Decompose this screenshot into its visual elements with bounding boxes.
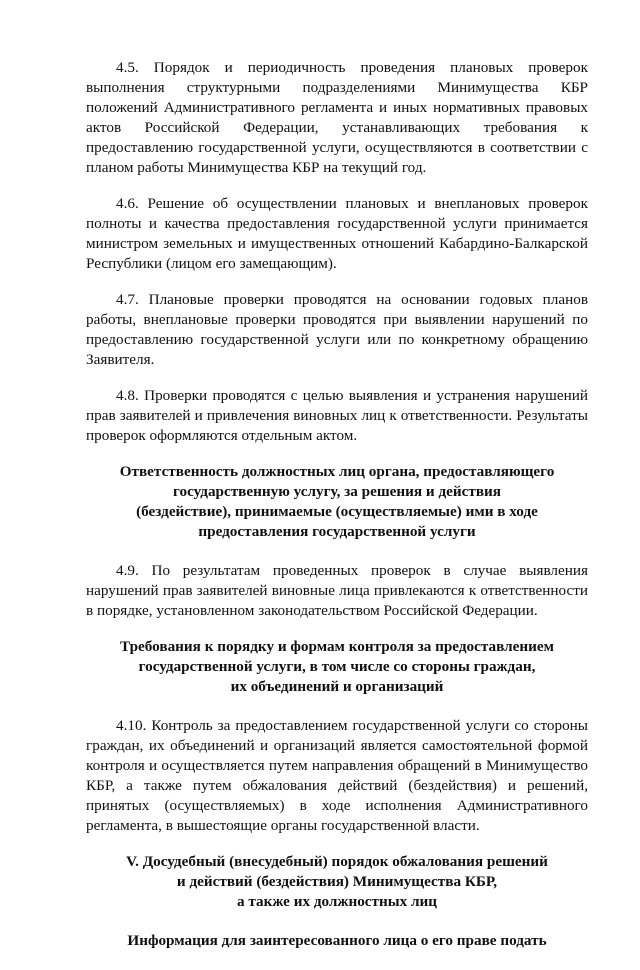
- paragraph-4-5: 4.5. Порядок и периодичность проведения плановых проверок выполнения структурными подразделениями Минимущества КБР положений Административного регламента и иных нормативных правовых актов Российской Федерации, устанавливающих требования к предоставлению государственной услуги, осуществляются в соответствии с планом работы Минимущества КБР на текущий год.: [86, 59, 588, 176]
- heading-line: государственной услуги, в том числе со стороны граждан,: [138, 658, 536, 675]
- paragraph-4-6: 4.6. Решение об осуществлении плановых и внеплановых проверок полноты и качества предоставления государственной услуги принимается министром земельных и имущественных отношений Кабардино-Балкарской Республики (лицом его замещающим).: [86, 195, 588, 272]
- heading-information: [86, 931, 588, 951]
- heading-line: и действий (бездействия) Минимущества КБР,: [176, 873, 498, 890]
- heading-line: Ответственность должностных лиц органа, предоставляющего: [119, 463, 555, 480]
- paragraph-4-10: 4.10. Контроль за предоставлением государственной услуги со стороны граждан, их объединений и организаций является самостоятельной формой контроля и осуществляется путем направления обращений в Минимущество КБР, а также путем обжалования действий (бездействия) и решений, принятых (осуществляемых) в ходе исполнения Административного регламента, в вышестоящие органы государственной власти.: [86, 717, 588, 834]
- heading-section-v: [86, 852, 588, 912]
- heading-line: а также их должностных лиц: [236, 893, 438, 910]
- paragraph-4-8: 4.8. Проверки проводятся с целью выявления и устранения нарушений прав заявителей и привлечения виновных лиц к ответственности. Результаты проверок оформляются отдельным актом.: [86, 387, 588, 444]
- paragraph-4-9: 4.9. По результатам проведенных проверок в случае выявления нарушений прав заявителей виновные лица привлекаются к ответственности в порядке, установленном законодательством Российской Федерации.: [86, 562, 588, 619]
- heading-line: государственную услугу, за решения и действия: [172, 483, 502, 500]
- heading-line: (бездействие), принимаемые (осуществляемые) ими в ходе: [136, 503, 538, 520]
- heading-line: Информация для заинтересованного лица о его праве подать: [127, 932, 547, 949]
- heading-line: V. Досудебный (внесудебный) порядок обжалования решений: [126, 853, 548, 870]
- document-page: [86, 58, 588, 970]
- heading-line: их объединений и организаций: [230, 678, 444, 695]
- heading-line: Требования к порядку и формам контроля за предоставлением: [120, 638, 554, 655]
- heading-line: предоставления государственной услуги: [198, 523, 476, 540]
- heading-responsibility: [86, 462, 588, 542]
- paragraph-4-7: 4.7. Плановые проверки проводятся на основании годовых планов работы, внеплановые проверки проводятся при выявлении нарушений по предоставлению государственной услуги или по конкретному обращению Заявителя.: [86, 291, 588, 368]
- heading-control-requirements: [86, 637, 588, 697]
